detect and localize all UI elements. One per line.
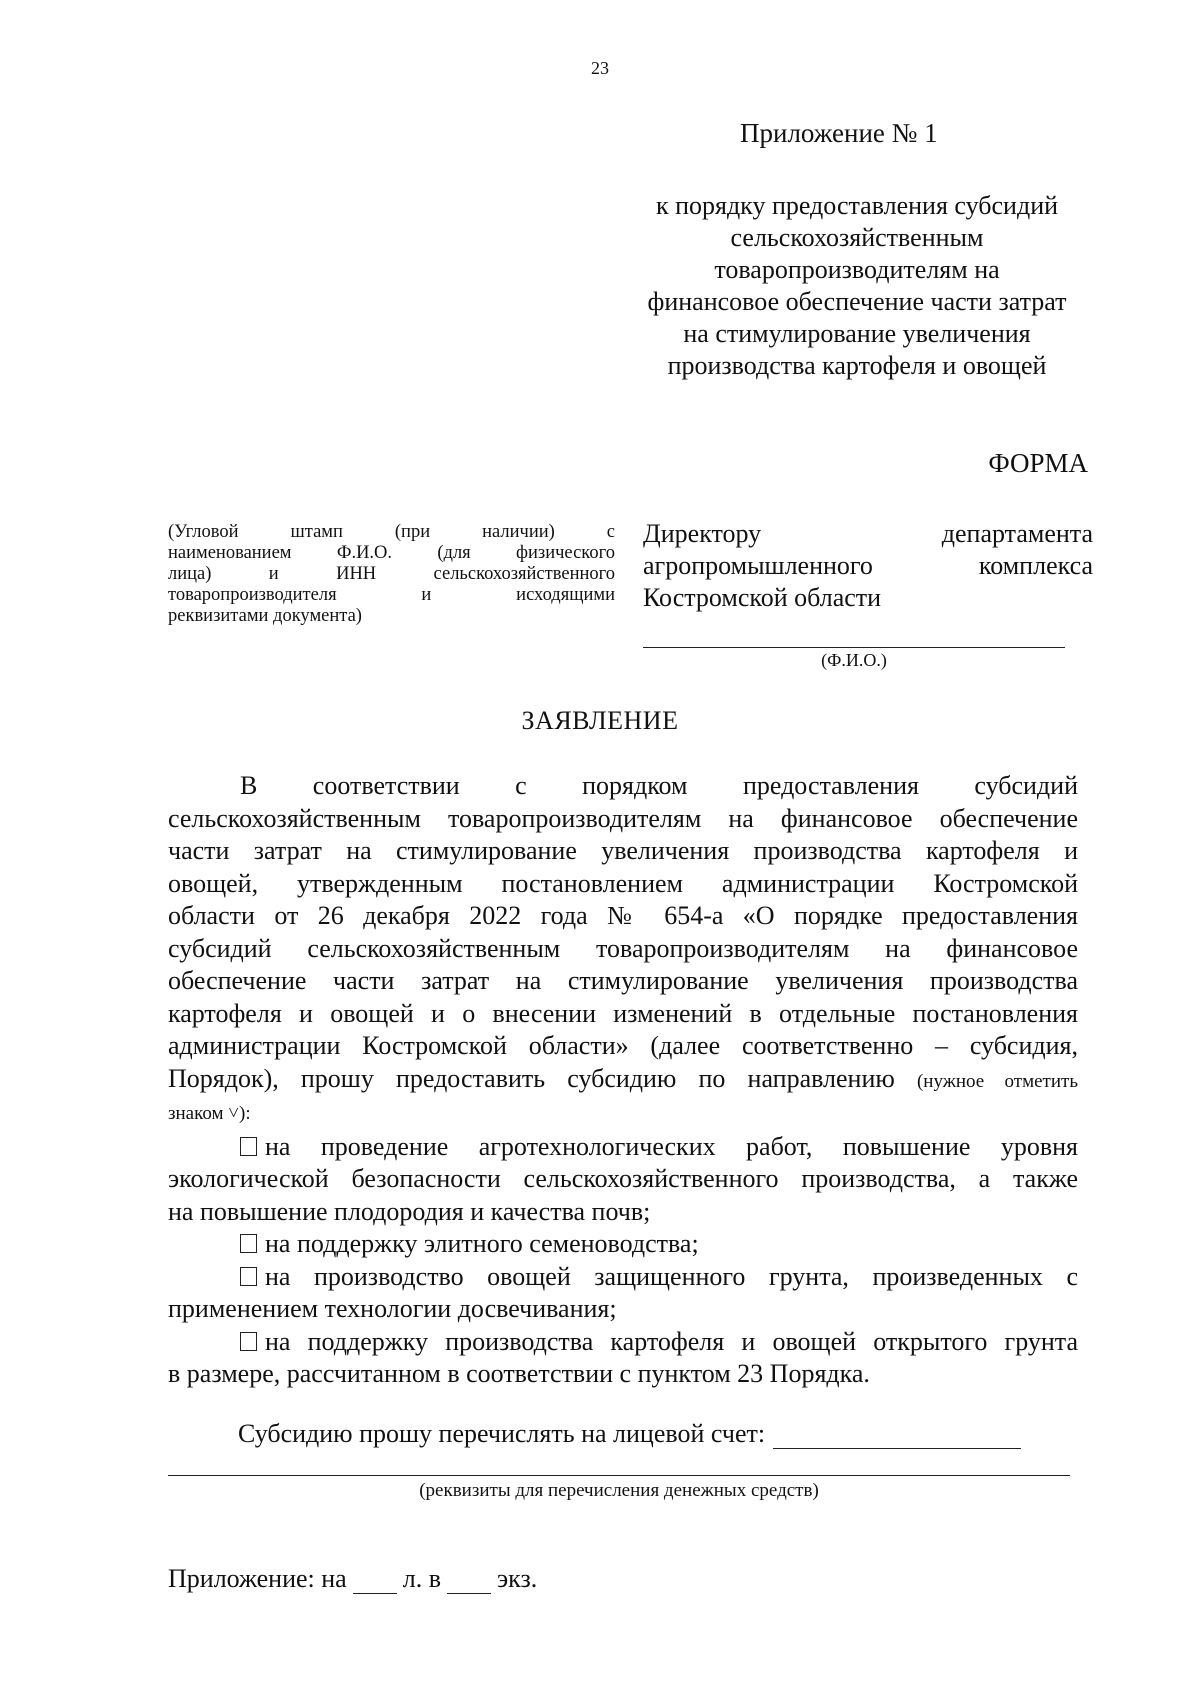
option-line: на производство овощей защищенного грунта, произведенных с bbox=[265, 1261, 1078, 1291]
mark-instruction: (нужное отметить bbox=[916, 1070, 1078, 1092]
appendix-line: финансовое обеспечение части затрат bbox=[647, 287, 1067, 316]
option-greenhouse bbox=[168, 1261, 1078, 1294]
checkbox-open-ground[interactable] bbox=[240, 1332, 257, 1351]
body-line: овощей, утвержденным постановлением администрации Костромской bbox=[168, 868, 1078, 898]
body-line: субсидий сельскохозяйственным товаропроизводителям на финансовое bbox=[168, 933, 1078, 963]
attachment-middle: л. в bbox=[402, 1564, 441, 1593]
body-line: обеспечение части затрат на стимулирование увеличения производства bbox=[168, 966, 1078, 995]
page-number: 23 bbox=[591, 58, 609, 78]
sheets-count-field[interactable] bbox=[353, 1569, 397, 1594]
statement-body bbox=[168, 770, 1078, 1391]
body-line: администрации Костромской области» (далее соответственно – субсидия, bbox=[168, 1031, 1078, 1060]
addressee-line: агропромышленного комплекса bbox=[643, 551, 1093, 580]
option-line: на поддержку элитного семеноводства; bbox=[265, 1229, 699, 1258]
appendix-line: производства картофеля и овощей bbox=[667, 351, 1047, 380]
requisites-caption: (реквизиты для перечисления денежных средств) bbox=[419, 1480, 819, 1501]
appendix-line: на стимулирование увеличения bbox=[683, 319, 1031, 348]
body-line-text: Порядок), прошу предоставить субсидию по направлению bbox=[168, 1063, 895, 1093]
checkbox-greenhouse[interactable] bbox=[240, 1267, 257, 1286]
appendix-line: к порядку предоставления субсидий bbox=[655, 191, 1059, 220]
checkbox-seed[interactable] bbox=[240, 1234, 257, 1253]
stamp-line: товаропроизводителя и исходящими bbox=[168, 585, 615, 605]
mark-instruction-cont: знаком ˅): bbox=[168, 1103, 251, 1124]
option-agrotech bbox=[168, 1131, 1078, 1164]
body-line: области от 26 декабря 2022 года № 654-а «О порядке предоставления bbox=[168, 901, 1078, 930]
account-label: Субсидию прошу перечислять на лицевой счет: bbox=[238, 1419, 766, 1448]
addressee bbox=[643, 518, 1093, 614]
requisites-field[interactable] bbox=[168, 1475, 1070, 1476]
account-row bbox=[238, 1419, 1021, 1449]
fio-signature-line[interactable] bbox=[643, 647, 1065, 648]
appendix-description bbox=[622, 190, 1092, 382]
appendix-title: Приложение № 1 bbox=[740, 118, 938, 148]
option-open-ground bbox=[168, 1326, 1078, 1359]
option-line: на поддержку производства картофеля и овощей открытого грунта bbox=[265, 1326, 1078, 1356]
option-line: в размере, рассчитанном в соответствии с пунктом 23 Порядка. bbox=[168, 1359, 870, 1388]
stamp-line: лица) и ИНН сельскохозяйственного bbox=[168, 564, 615, 584]
body-line: картофеля и овощей и о внесении изменений в отдельные постановления bbox=[168, 998, 1078, 1028]
body-line bbox=[168, 1063, 1078, 1099]
account-number-field[interactable] bbox=[773, 1422, 1021, 1449]
option-line: экологической безопасности сельскохозяйственного производства, а также bbox=[168, 1164, 1078, 1193]
fio-caption: (Ф.И.О.) bbox=[821, 650, 887, 670]
option-line: применением технологии досвечивания; bbox=[168, 1294, 617, 1323]
option-line: на проведение агротехнологических работ, повышение уровня bbox=[265, 1131, 1078, 1161]
option-line: на повышение плодородия и качества почв; bbox=[168, 1196, 651, 1226]
stamp-line: (Угловой штамп (при наличии) с bbox=[168, 522, 615, 542]
attachment-prefix: Приложение: на bbox=[168, 1564, 347, 1593]
copies-count-field[interactable] bbox=[447, 1569, 491, 1594]
attachment-suffix: экз. bbox=[497, 1564, 538, 1593]
addressee-line: Костромской области bbox=[643, 583, 882, 612]
body-line: сельскохозяйственным товаропроизводителям на финансовое обеспечение bbox=[168, 803, 1078, 833]
body-line: части затрат на стимулирование увеличения производства картофеля и bbox=[168, 836, 1078, 865]
appendix-line: сельскохозяйственным bbox=[730, 223, 984, 252]
statement-title: ЗАЯВЛЕНИЕ bbox=[521, 706, 679, 735]
body-line: В соответствии с порядком предоставления субсидий bbox=[240, 771, 1078, 800]
stamp-line: реквизитами документа) bbox=[168, 606, 362, 626]
attachment-row bbox=[168, 1564, 537, 1594]
checkbox-agrotech[interactable] bbox=[240, 1137, 257, 1156]
form-label: ФОРМА bbox=[988, 448, 1088, 478]
appendix-line: товаропроизводителям на bbox=[714, 255, 1000, 284]
stamp-line: наименованием Ф.И.О. (для физического bbox=[168, 543, 615, 563]
addressee-line: Директору департамента bbox=[643, 519, 1093, 548]
corner-stamp-note bbox=[168, 522, 615, 627]
option-seed bbox=[168, 1228, 1078, 1261]
